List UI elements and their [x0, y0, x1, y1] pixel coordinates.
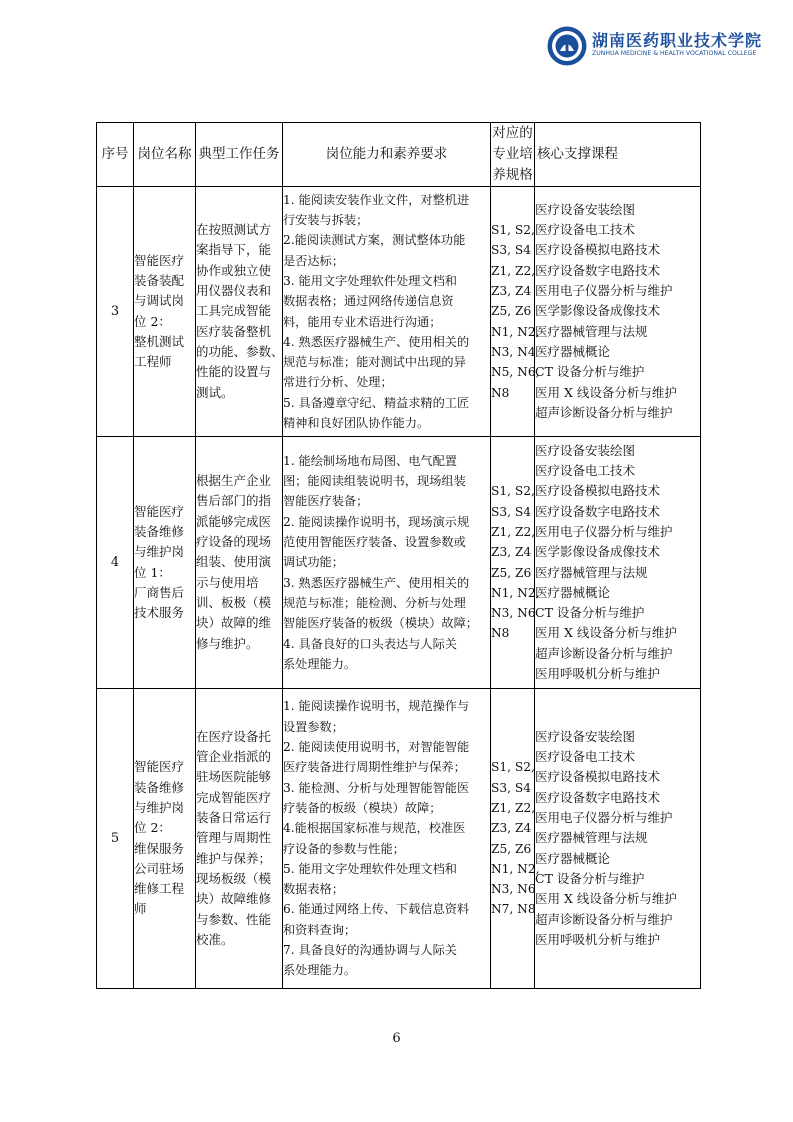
- header-spec-line: 对应的: [492, 125, 533, 141]
- course-item: 医用 X 线设备分析与维护: [535, 384, 677, 400]
- course-item: 医用呼吸机分析与维护: [535, 665, 661, 681]
- spec-line: N1, N2,: [491, 585, 540, 600]
- post-name-line: 整机测试: [134, 333, 185, 349]
- course-item: 医用电子仪器分析与维护: [535, 523, 673, 539]
- row-training-spec: [491, 187, 540, 437]
- post-name-line: 技术服务: [134, 605, 185, 621]
- page-number: 6: [392, 1031, 401, 1046]
- ability-line: 图；能阅读组装说明书，现场组装: [283, 474, 466, 489]
- spec-line: Z3, Z4: [491, 545, 532, 560]
- task-line: 组装、使用演: [196, 554, 272, 570]
- task-line: 协作或独立使: [196, 262, 272, 278]
- ability-line: 医疗装备进行周期性维护与保养；: [283, 760, 466, 775]
- table-header-row: [97, 123, 701, 187]
- ability-line: 6. 能通过网络上传、下载信息资料: [283, 902, 470, 917]
- ability-line: 1. 能绘制场地布局图、电气配置: [283, 453, 457, 468]
- ability-line: 料，能用专业术语进行沟通；: [283, 314, 442, 329]
- course-item: 超声诊断设备分析与维护: [535, 645, 673, 661]
- ability-line: 2.能阅读测试方案，测试整体功能: [283, 233, 466, 248]
- header-course: 核心支撑课程: [535, 123, 701, 187]
- ability-line: 疗设备的参数与性能；: [283, 841, 405, 856]
- task-line: 维护与保养；: [196, 850, 272, 866]
- ability-line: 和资料查询；: [283, 922, 357, 937]
- ability-line: 精神和良好团队协作能力。: [283, 415, 430, 430]
- task-line: 修与维护。: [196, 635, 259, 651]
- spec-line: N1, N2,: [491, 861, 540, 876]
- post-name-line: 装备装配: [134, 272, 185, 288]
- post-name-line: 与维护岗: [134, 544, 185, 560]
- spec-line: S3, S4: [491, 504, 531, 519]
- spec-line: N3, N4: [491, 344, 536, 359]
- college-name-cn: 湖南医药职业技术学院: [592, 31, 763, 50]
- task-line: 案指导下，能: [196, 242, 272, 258]
- spec-line: Z5, Z6: [491, 565, 532, 580]
- row-training-spec: [491, 689, 540, 989]
- course-item: 医疗设备模拟电路技术: [535, 483, 661, 499]
- row-core-courses: [535, 689, 701, 989]
- row-seq: 4: [97, 437, 134, 689]
- task-line: 与参数、性能: [196, 911, 272, 927]
- spec-line: S3, S4: [491, 243, 531, 258]
- ability-line: 7. 具备良好的沟通协调与人际关: [283, 942, 457, 957]
- course-item: 医用 X 线设备分析与维护: [535, 891, 677, 907]
- course-item: 医疗器械概论: [535, 584, 611, 600]
- task-line: 医疗装备整机: [196, 323, 272, 339]
- post-name-line: 与维护岗: [134, 799, 185, 815]
- post-name-line: 智能医疗: [134, 252, 185, 268]
- ability-line: 2. 能阅读使用说明书，对智能智能: [283, 740, 470, 755]
- ability-line: 3. 熟悉医疗器械生产、使用相关的: [283, 575, 470, 590]
- course-item: 医疗器械管理与法规: [535, 323, 648, 339]
- ability-line: 规范与标准；能对测试中出现的异: [283, 355, 466, 370]
- task-line: 的功能、参数、: [196, 343, 284, 359]
- course-item: 医疗器械管理与法规: [535, 830, 648, 846]
- spec-line: Z5, Z6: [491, 841, 532, 856]
- ability-line: 调试功能；: [283, 555, 344, 570]
- ability-line: 4. 熟悉医疗器械生产、使用相关的: [283, 334, 470, 349]
- college-emblem-icon: [546, 25, 588, 67]
- row-post-name: [134, 437, 196, 689]
- ability-line: 数据表格；通过网络传递信息资: [283, 294, 454, 309]
- post-name-line: 智能医疗: [134, 503, 185, 519]
- college-logo: [546, 25, 763, 67]
- row-core-courses: [535, 437, 701, 689]
- spec-line: Z1, Z2,: [491, 524, 536, 539]
- table-row: [97, 437, 701, 689]
- course-item: 医疗设备数字电路技术: [535, 262, 661, 278]
- spec-line: N3, N6: [491, 606, 536, 621]
- ability-line: 数据表格；: [283, 882, 344, 897]
- spec-line: Z3, Z4: [491, 821, 532, 836]
- row-core-courses: [535, 187, 701, 437]
- post-name-line: 位 1：: [134, 564, 171, 580]
- spec-line: S1, S2,: [491, 484, 535, 499]
- post-name-line: 与调试岗: [134, 293, 185, 309]
- spec-line: S3, S4: [491, 780, 531, 795]
- course-item: 医疗设备模拟电路技术: [535, 242, 661, 258]
- ability-line: 1. 能阅读操作说明书，规范操作与: [283, 699, 470, 714]
- task-line: 块）故障的维: [196, 615, 272, 631]
- course-item: 医疗器械概论: [535, 343, 611, 359]
- ability-line: 3. 能检测、分析与处理智能智能医: [283, 780, 470, 795]
- row-typical-task: [196, 187, 283, 437]
- task-line: 驻场医院能够: [196, 769, 272, 785]
- course-item: 医疗设备电工技术: [535, 749, 636, 765]
- task-line: 装备日常运行: [196, 810, 272, 826]
- header-task: 典型工作任务: [196, 123, 283, 187]
- ability-line: 设置参数；: [283, 719, 344, 734]
- ability-line: 4. 具备良好的口头表达与人际关: [283, 636, 457, 651]
- ability-line: 行安装与拆装；: [283, 213, 369, 228]
- table-row: [97, 689, 701, 989]
- ability-line: 4.能根据国家标准与规范，校准医: [283, 821, 466, 836]
- ability-line: 常进行分析、处理；: [283, 375, 393, 390]
- header-spec: [491, 123, 535, 187]
- course-item: 医疗设备安装绘图: [535, 728, 636, 744]
- task-line: 完成智能医疗: [196, 789, 272, 805]
- course-item: 医疗器械概论: [535, 850, 611, 866]
- course-item: 医疗设备安装绘图: [535, 442, 636, 458]
- course-item: 医疗器械管理与法规: [535, 564, 648, 580]
- task-line: 用仪器仪表和: [196, 283, 272, 299]
- spec-line: Z1, Z2,: [491, 800, 536, 815]
- header-ability: 岗位能力和素养要求: [283, 123, 491, 187]
- course-item: 医用电子仪器分析与维护: [535, 810, 673, 826]
- header-spec-line: 养规格: [492, 167, 533, 183]
- spec-line: N8: [491, 626, 510, 641]
- task-line: 在医疗设备托: [196, 728, 272, 744]
- task-line: 性能的设置与: [196, 364, 272, 380]
- course-item: 医疗设备数字电路技术: [535, 789, 661, 805]
- course-item: 医疗设备安装绘图: [535, 201, 636, 217]
- post-name-line: 师: [134, 901, 147, 917]
- course-item: 医疗设备模拟电路技术: [535, 769, 661, 785]
- post-name-line: 装备维修: [134, 779, 185, 795]
- row-training-spec: [491, 437, 540, 689]
- spec-line: Z3, Z4: [491, 284, 532, 299]
- task-line: 管理与周期性: [196, 830, 272, 846]
- course-item: 超声诊断设备分析与维护: [535, 911, 673, 927]
- course-item: CT 设备分析与维护: [535, 364, 645, 380]
- ability-line: 3. 能用文字处理软件处理文档和: [283, 273, 457, 288]
- row-typical-task: [196, 689, 283, 989]
- spec-line: Z1, Z2,: [491, 263, 536, 278]
- course-item: 医用呼吸机分析与维护: [535, 931, 661, 947]
- spec-line: N1, N2,: [491, 324, 540, 339]
- spec-line: S1, S2,: [491, 760, 535, 775]
- post-name-line: 工程师: [134, 354, 172, 370]
- task-line: 根据生产企业: [196, 473, 272, 489]
- course-item: 医疗设备电工技术: [535, 222, 636, 238]
- row-seq: 3: [97, 187, 134, 437]
- header-seq: 序号: [97, 123, 134, 187]
- post-name-line: 位 2：: [134, 820, 171, 836]
- post-name-line: 维修工程: [134, 881, 185, 897]
- task-line: 示与使用培: [196, 574, 259, 590]
- post-name-line: 装备维修: [134, 523, 185, 539]
- ability-line: 疗装备的板级（模块）故障；: [283, 800, 442, 815]
- task-line: 售后部门的指: [196, 493, 272, 509]
- task-line: 派能够完成医: [196, 513, 272, 529]
- spec-line: N5, N6,: [491, 365, 540, 380]
- course-item: 医用 X 线设备分析与维护: [535, 625, 677, 641]
- row-seq: 5: [97, 689, 134, 989]
- spec-line: N3, N6: [491, 882, 536, 897]
- ability-line: 智能医疗装备的板级（模块）故障；: [283, 616, 478, 631]
- header-spec-line: 专业培: [492, 146, 533, 162]
- row-ability-requirements: [283, 437, 491, 689]
- task-line: 疗设备的现场: [196, 534, 272, 550]
- post-name-line: 智能医疗: [134, 759, 185, 775]
- task-line: 校准。: [196, 931, 234, 947]
- ability-line: 系处理能力。: [283, 963, 357, 978]
- spec-line: N8: [491, 385, 510, 400]
- spec-line: Z5, Z6: [491, 304, 532, 319]
- task-line: 管企业指派的: [196, 749, 272, 765]
- post-name-line: 位 2：: [134, 313, 171, 329]
- job-requirements-table: [96, 122, 701, 989]
- course-item: CT 设备分析与维护: [535, 605, 645, 621]
- row-post-name: [134, 689, 196, 989]
- ability-line: 系处理能力。: [283, 656, 357, 671]
- task-line: 在按照测试方: [196, 222, 272, 238]
- post-name-line: 公司驻场: [134, 860, 185, 876]
- row-post-name: [134, 187, 196, 437]
- task-line: 块）故障维修: [196, 891, 272, 907]
- course-item: 医学影像设备成像技术: [535, 303, 661, 319]
- task-line: 训、板极（模: [196, 594, 272, 610]
- post-name-line: 维保服务: [134, 840, 185, 856]
- task-line: 现场板级（模: [196, 870, 272, 886]
- ability-line: 2. 能阅读操作说明书，现场演示规: [283, 514, 470, 529]
- ability-line: 范使用智能医疗装备、设置参数或: [283, 535, 466, 550]
- spec-line: S1, S2,: [491, 223, 535, 238]
- ability-line: 规范与标准；能检测、分析与处理: [283, 595, 466, 610]
- course-item: CT 设备分析与维护: [535, 870, 645, 886]
- ability-line: 是否达标；: [283, 253, 344, 268]
- row-typical-task: [196, 437, 283, 689]
- course-item: 医疗设备电工技术: [535, 463, 636, 479]
- ability-line: 5. 具备遵章守纪、精益求精的工匠: [283, 395, 470, 410]
- course-item: 医疗设备数字电路技术: [535, 503, 661, 519]
- row-ability-requirements: [283, 689, 491, 989]
- ability-line: 1. 能阅读安装作业文件，对整机进: [283, 192, 470, 207]
- row-ability-requirements: [283, 187, 491, 437]
- post-name-line: 厂商售后: [134, 584, 185, 600]
- course-item: 医学影像设备成像技术: [535, 544, 661, 560]
- header-post: 岗位名称: [134, 123, 196, 187]
- course-item: 医用电子仪器分析与维护: [535, 283, 673, 299]
- spec-line: N7, N8: [491, 902, 536, 917]
- task-line: 测试。: [196, 384, 234, 400]
- ability-line: 5. 能用文字处理软件处理文档和: [283, 861, 457, 876]
- table-row: [97, 187, 701, 437]
- college-name-en: ZUNHUA MEDICINE & HEALTH VOCATIONAL COLLEGE: [592, 50, 757, 57]
- ability-line: 智能医疗装备；: [283, 494, 369, 509]
- task-line: 工具完成智能: [196, 303, 272, 319]
- course-item: 超声诊断设备分析与维护: [535, 404, 673, 420]
